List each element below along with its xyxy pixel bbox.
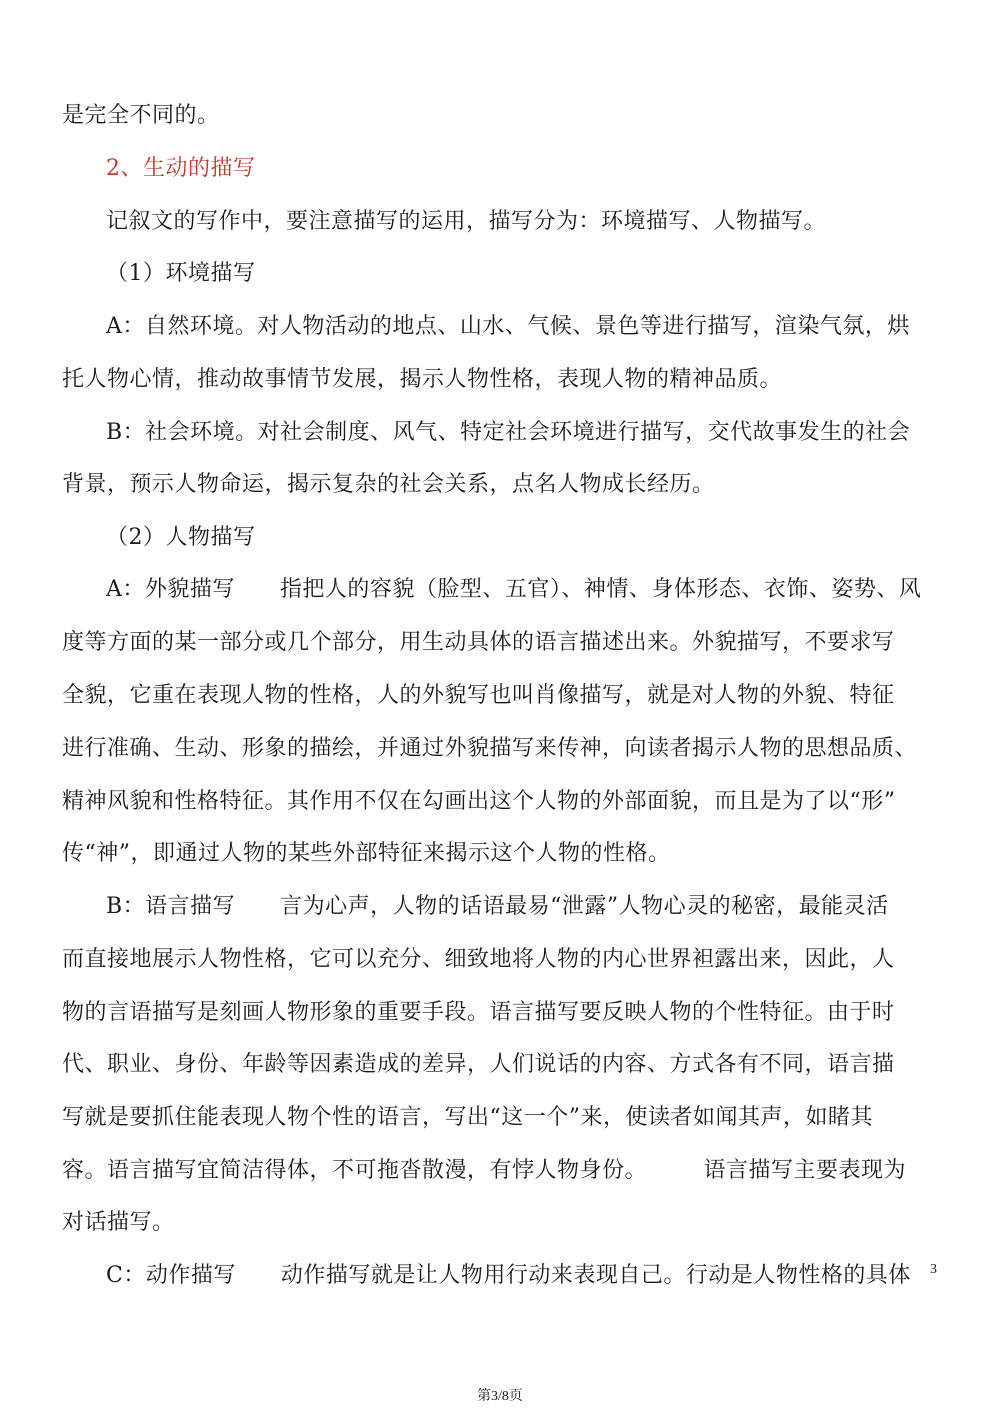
paragraph-line: 精神风貌和性格特征。其作用不仅在勾画出这个人物的外部面貌，而且是为了以“形” [62, 789, 896, 814]
paragraph-line: 进行准确、生动、形象的描绘，并通过外貌描写来传神，向读者揭示人物的思想品质、 [62, 736, 918, 761]
paragraph-line: B：社会环境。对社会制度、风气、特定社会环境进行描写，交代故事发生的社会 [106, 420, 911, 445]
subsection-heading: （1）环境描写 [106, 261, 256, 286]
paragraph-line: C：动作描写 动作描写就是让人物用行动来表现自己。行动是人物性格的具体 [106, 1263, 911, 1288]
page-count: 第3/8页 [477, 1389, 523, 1404]
paragraph-line: 写就是要抓住能表现人物个性的语言，写出“这一个”来，使读者如闻其声，如睹其 [62, 1105, 873, 1130]
paragraph-line: 对话描写。 [62, 1210, 175, 1235]
paragraph-line: 记叙文的写作中，要注意描写的运用，描写分为：环境描写、人物描写。 [106, 209, 827, 234]
page-number: 3 [930, 1262, 937, 1277]
paragraph-line: 托人物心情，推动故事情节发展，揭示人物性格，表现人物的精神品质。 [62, 367, 783, 392]
subsection-heading: （2）人物描写 [106, 525, 256, 550]
paragraph-line: 度等方面的某一部分或几个部分，用生动具体的语言描述出来。外貌描写，不要求写 [62, 630, 895, 655]
paragraph-line: 全貌，它重在表现人物的性格，人的外貌写也叫肖像描写，就是对人物的外貌、特征 [62, 683, 895, 708]
section-heading: 2、生动的描写 [106, 156, 256, 181]
paragraph-line: A：自然环境。对人物活动的地点、山水、气候、景色等进行描写，渲染气氛，烘 [106, 314, 910, 339]
paragraph-line: 物的言语描写是刻画人物形象的重要手段。语言描写要反映人物的个性特征。由于时 [62, 1000, 895, 1025]
paragraph-line: 是完全不同的。 [62, 103, 220, 128]
paragraph-line: 传“神”，即通过人物的某些外部特征来揭示这个人物的性格。 [62, 841, 671, 866]
paragraph-line: B：语言描写 言为心声，人物的话语最易“泄露”人物心灵的秘密，最能灵活 [106, 894, 889, 919]
paragraph-line: 而直接地展示人物性格，它可以充分、细致地将人物的内心世界袒露出来，因此，人 [62, 947, 895, 972]
paragraph-line: 容。语言描写宜简洁得体，不可拖沓散漫，有悖人物身份。 语言描写主要表现为 [62, 1158, 907, 1183]
paragraph-line: 代、职业、身份、年龄等因素造成的差异，人们说话的内容、方式各有不同，语言描 [62, 1052, 895, 1077]
paragraph-line: 背景，预示人物命运，揭示复杂的社会关系，点名人物成长经历。 [62, 472, 715, 497]
paragraph-line: A：外貌描写 指把人的容貌（脸型、五官）、神情、身体形态、衣饰、姿势、风 [106, 577, 922, 602]
